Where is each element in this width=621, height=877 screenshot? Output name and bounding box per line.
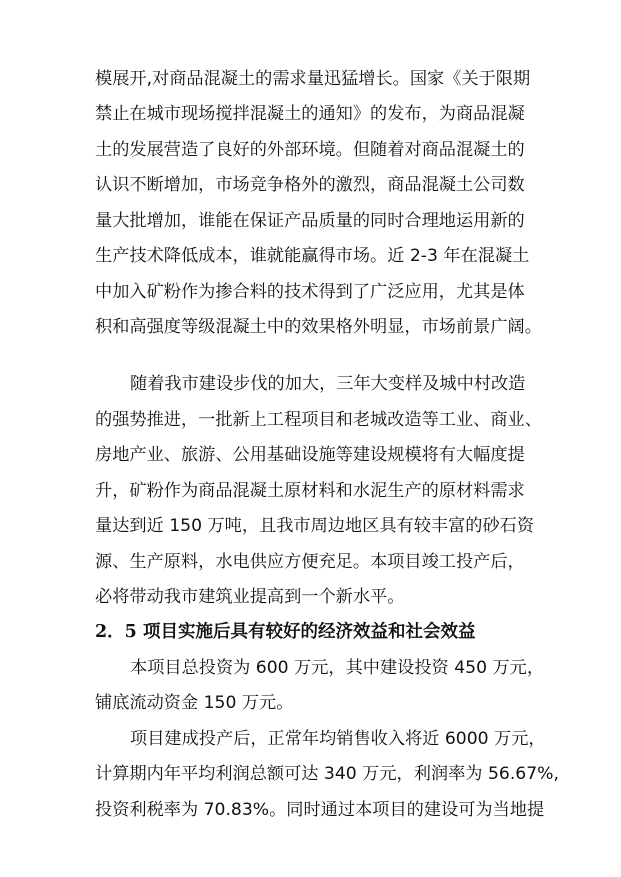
paragraph-1-line-7: 中加入矿粉作为掺合料的技术得到了广泛应用，尤其是体 <box>95 282 525 302</box>
paragraph-2-line-6: 源、生产原料，水电供应方便充足。本项目竣工投产后， <box>95 552 525 572</box>
paragraph-4-line-3: 投资利税率为 70.83%。同时通过本项目的建设可为当地提 <box>95 800 545 820</box>
paragraph-1-line-5: 量大批增加，谁能在保证产品质量的同时合理地运用新的 <box>95 211 525 231</box>
paragraph-4-line-2: 计算期内年平均利润总额可达 340 万元，利润率为 56.67%, <box>95 764 559 784</box>
paragraph-3-line-1: 本项目总投资为 600 万元，其中建设投资 450 万元， <box>130 658 545 678</box>
paragraph-2-line-7: 必将带动我市建筑业提高到一个新水平。 <box>95 587 405 607</box>
paragraph-2-line-4: 升，矿粉作为商品混凝土原材料和水泥生产的原材料需求 <box>95 481 525 501</box>
paragraph-3-line-2: 铺底流动资金 150 万元。 <box>95 693 294 713</box>
paragraph-1-line-8: 积和高强度等级混凝土中的效果格外明显，市场前景广阔。 <box>95 317 542 337</box>
paragraph-2-line-1: 随着我市建设步伐的加大，三年大变样及城中村改造 <box>130 374 526 394</box>
paragraph-1-line-1: 模展开,对商品混凝土的需求量迅猛增长。国家《关于限期 <box>95 69 531 89</box>
paragraph-1-line-6: 生产技术降低成本，谁就能赢得市场。近 2-3 年在混凝土 <box>95 246 530 266</box>
section-heading: 2．5 项目实施后具有较好的经济效益和社会效益 <box>95 622 476 642</box>
paragraph-1-line-2: 禁止在城市现场搅拌混凝土的通知》的发布，为商品混凝 <box>95 104 525 124</box>
paragraph-4-line-1: 项目建成投产后，正常年均销售收入将近 6000 万元， <box>130 729 546 749</box>
paragraph-2-line-5: 量达到近 150 万吨，且我市周边地区具有较丰富的砂石资 <box>95 516 535 536</box>
paragraph-2-line-2: 的强势推进，一批新上工程项目和老城改造等工业、商业、 <box>95 410 542 430</box>
paragraph-1-line-3: 土的发展营造了良好的外部环境。但随着对商品混凝土的 <box>95 140 525 160</box>
paragraph-2-line-3: 房地产业、旅游、公用基础设施等建设规模将有大幅度提 <box>95 445 525 465</box>
paragraph-1-line-4: 认识不断增加，市场竞争格外的激烈，商品混凝土公司数 <box>95 175 525 195</box>
